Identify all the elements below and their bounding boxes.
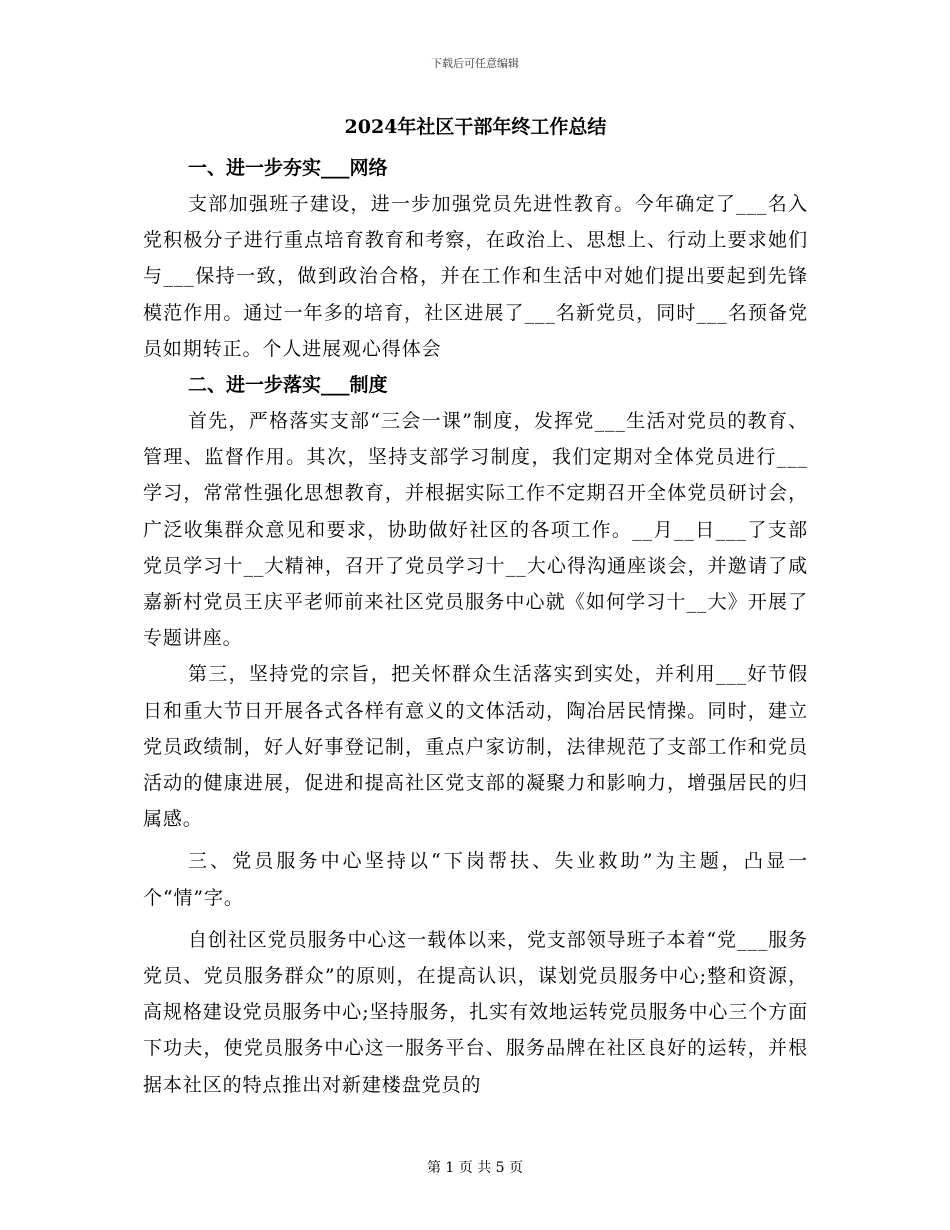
paragraph: 自创社区党员服务中心这一载体以来，党支部领导班子本着“党___服务党员、党员服务群众”的原则，在提高认识，谋划党员服务中心;整和资源，高规格建设党员服务中心;坚持服务，扎实有效地运转党员服务中心三个方面下功夫，使党员服务中心这一服务平台、服务品牌在社区良好的运转，并根据本社区的特点推出对新建楼盘党员的 — [143, 928, 808, 1096]
page-indicator: 第 1 页 共 5 页 — [426, 1160, 524, 1176]
document-title: 2024年社区干部年终工作总结 — [344, 116, 607, 138]
paragraph: 三、党员服务中心坚持以“下岗帮扶、失业救助”为主题，凸显一个“情”字。 — [143, 850, 808, 909]
paragraph: 支部加强班子建设，进一步加强党员先进性教育。今年确定了___名入党积极分子进行重点培育教育和考察，在政治上、思想上、行动上要求她们与___保持一致，做到政治合格，并在工作和生活中对她们提出要起到先锋模范作用。通过一年多的培育，社区进展了___名新党员，同时___名预备党员如期转正。个人进展观心得体会 — [143, 193, 808, 360]
paragraph: 第三，坚持党的宗旨，把关怀群众生活落实到实处，并利用___好节假日和重大节日开展各式各样有意义的文体活动，陶冶居民情操。同时，建立党员政绩制，好人好事登记制，重点户家访制，法律规范了支部工作和党员活动的健康进展，促进和提高社区党支部的凝聚力和影响力，增强居民的归属感。 — [143, 663, 808, 831]
section-heading-2: 二、进一步落实___制度 — [188, 374, 388, 397]
paragraph: 首先，严格落实支部“三会一课”制度，发挥党___生活对党员的教育、管理、监督作用。其次，坚持支部学习制度，我们定期对全体党员进行___学习，常常性强化思想教育，并根据实际工作不定期召开全体党员研讨会，广泛收集群众意见和要求，协助做好社区的各项工作。__月__日___了支部党员学习十__大精神，召开了党员学习十__大心得沟通座谈会，并邀请了咸嘉新村党员王庆平老师前来社区党员服务中心就《如何学习十__大》开展了专题讲座。 — [143, 410, 808, 650]
section-heading-1: 一、进一步夯实___网络 — [188, 157, 388, 179]
header-note: 下载后可任意编辑 — [431, 57, 519, 70]
document-body — [143, 112, 808, 1103]
